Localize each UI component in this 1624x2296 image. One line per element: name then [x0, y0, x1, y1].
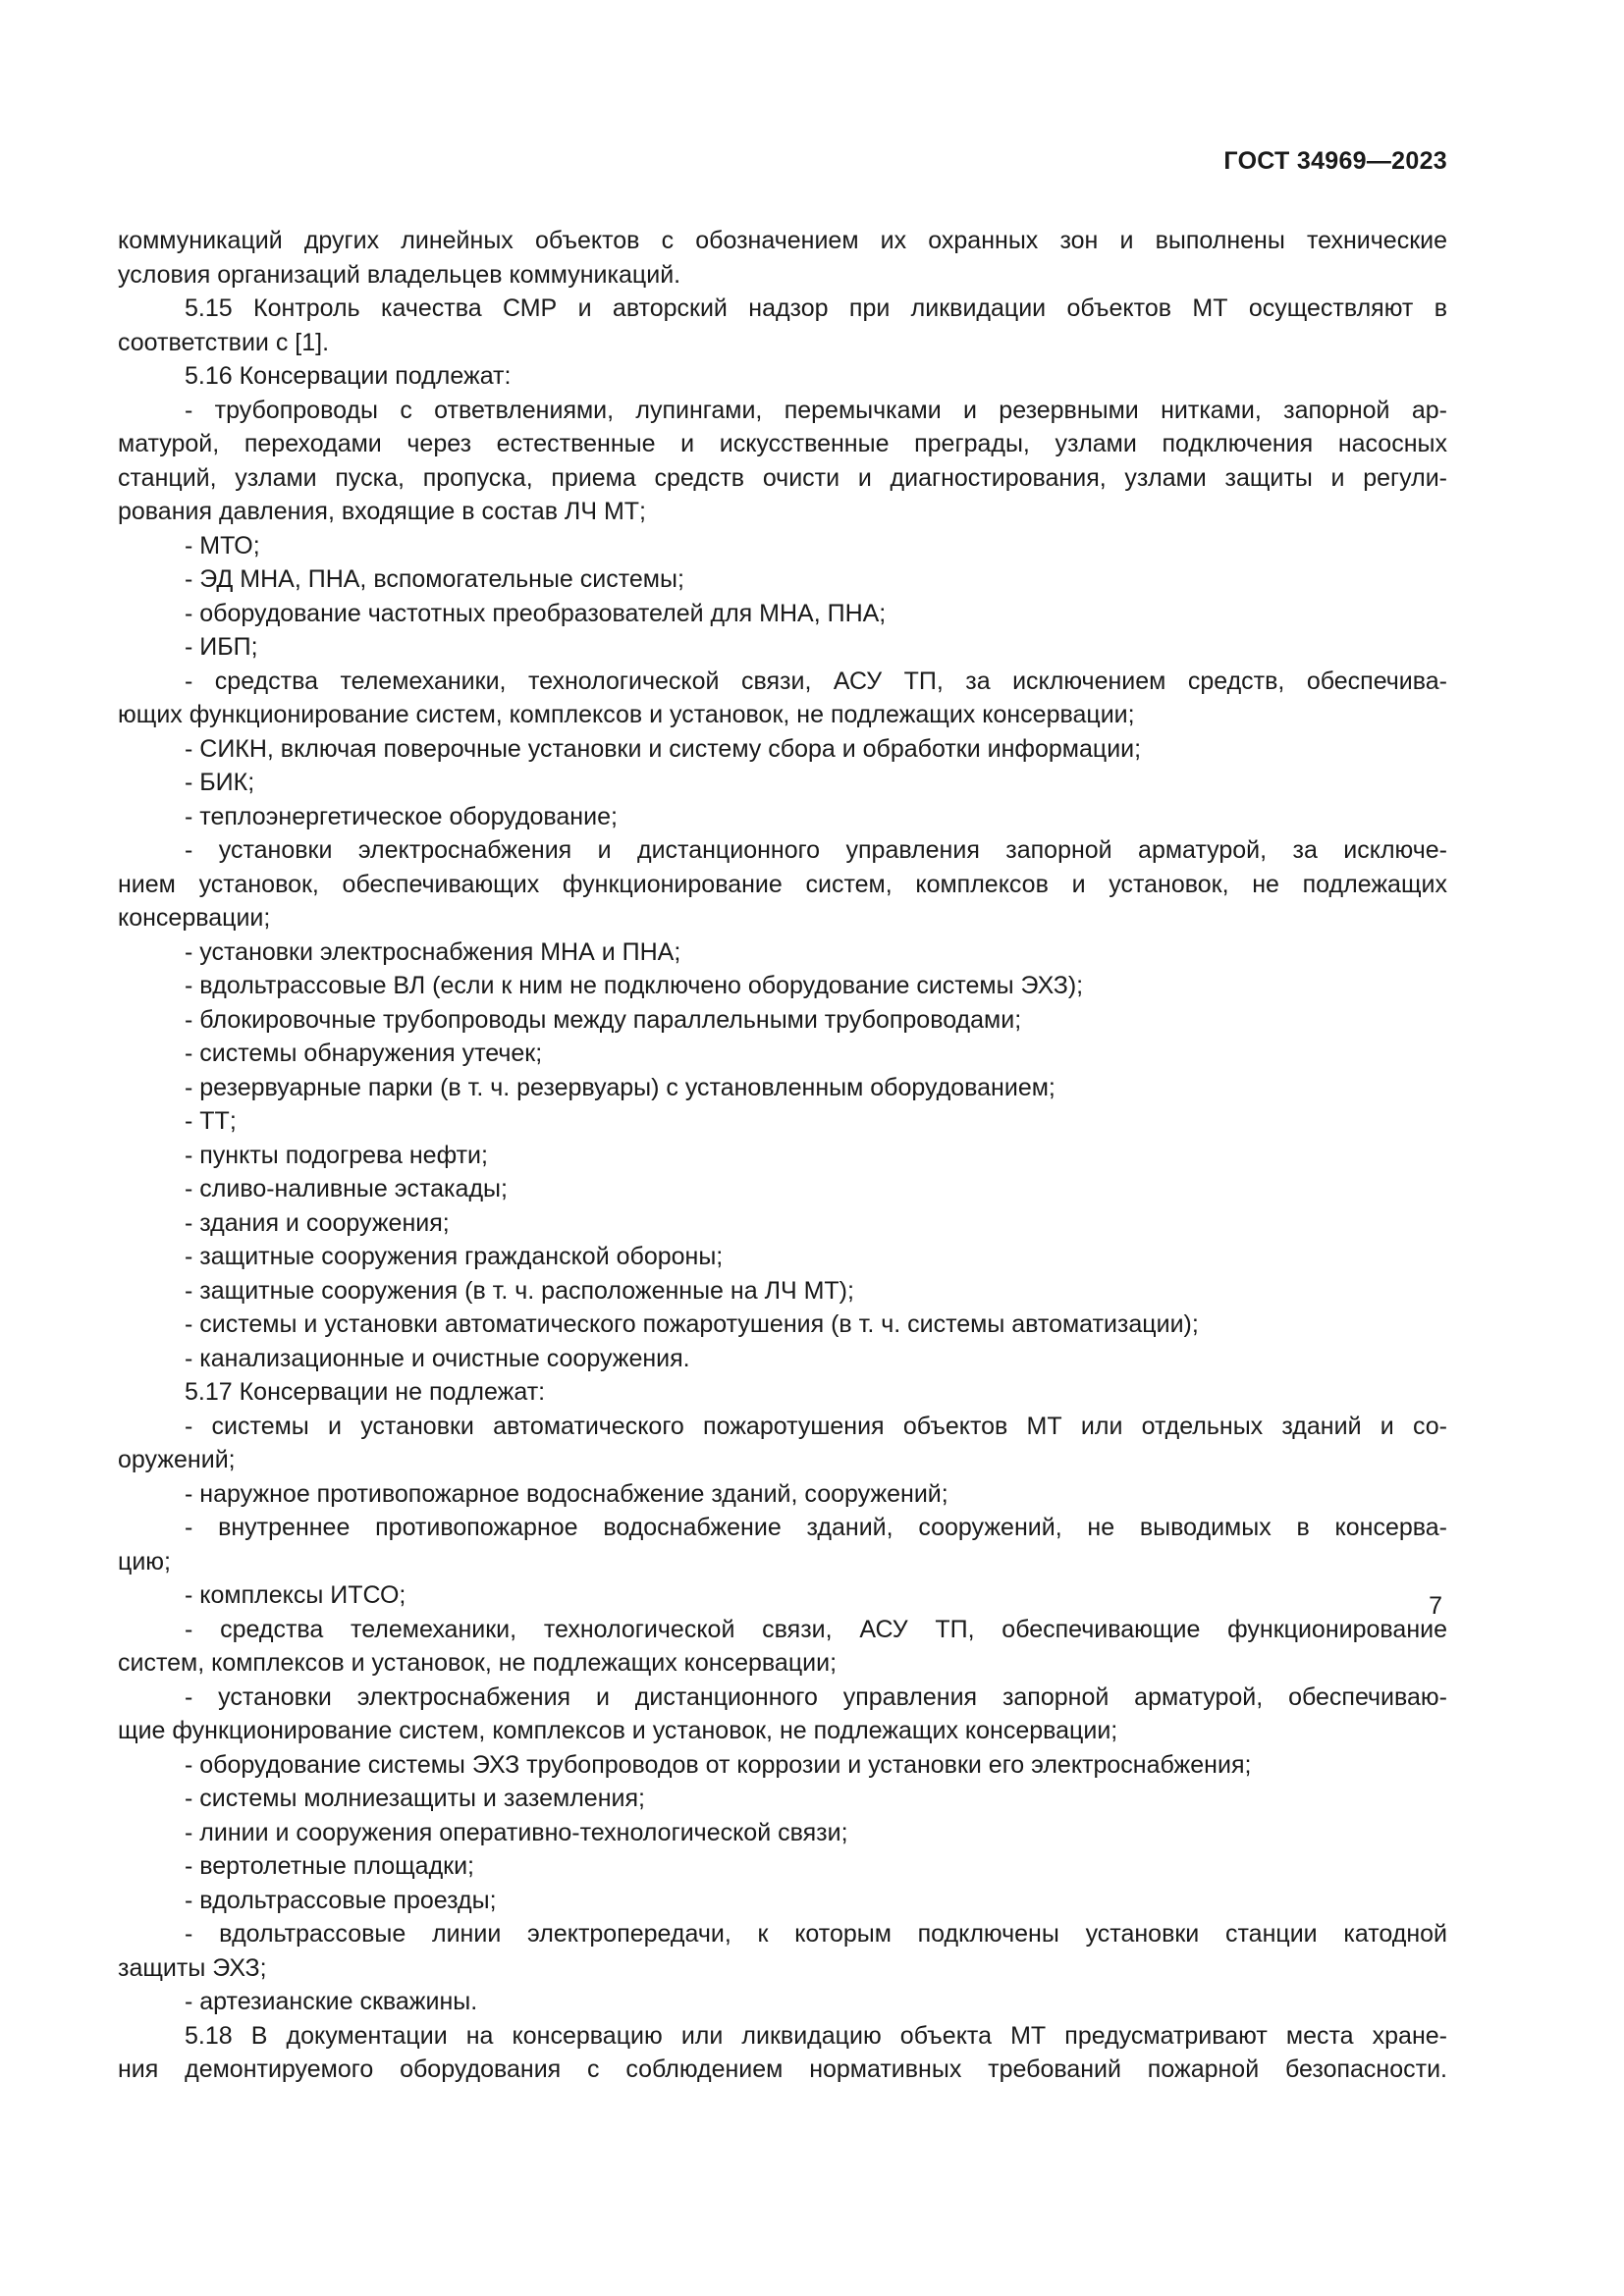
- text-line: - наружное противопожарное водоснабжение зданий, сооружений;: [185, 1479, 948, 1508]
- text-line: станций, узлами пуска, пропуска, приема средств очисти и диагностирования, узлами защиты и регули-: [118, 463, 1447, 492]
- text-line: щие функционирование систем, комплексов и установок, не подлежащих консервации;: [118, 1717, 1118, 1744]
- text-line: - средства телемеханики, технологической связи, АСУ ТП, за исключением средств, обеспечива-: [185, 667, 1447, 695]
- text-line: - здания и сооружения;: [185, 1208, 450, 1237]
- text-line: - системы обнаружения утечек;: [185, 1040, 543, 1067]
- text-line: - вдольтрассовые линии электропередачи, к которым подключены установки станции катодной: [185, 1920, 1447, 1948]
- text-line: - вдольтрассовые ВЛ (если к ним не подключено оборудование системы ЭХЗ);: [185, 972, 1084, 999]
- text-line: условия организаций владельцев коммуникаций.: [118, 260, 681, 289]
- text-line: матурой, переходами через естественные и искусственные преграды, узлами подключения насосных: [118, 430, 1447, 457]
- text-line: - защитные сооружения (в т. ч. расположенные на ЛЧ МТ);: [185, 1276, 854, 1305]
- text-line: - установки электроснабжения и дистанционного управления запорной арматурой, за исключе-: [185, 836, 1447, 864]
- text-line: - комплексы ИТСО;: [185, 1581, 406, 1609]
- text-line: - канализационные и очистные сооружения.: [185, 1344, 690, 1372]
- text-line: - резервуарные парки (в т. ч. резервуары) с установленным оборудованием;: [185, 1073, 1056, 1101]
- text-line: - ТТ;: [185, 1107, 237, 1135]
- text-line: ния демонтируемого оборудования с соблюдением нормативных требований пожарной безопасности.: [118, 2056, 1447, 2083]
- text-line: 5.18 В документации на консервацию или ликвидацию объекта МТ предусматривают места хране-: [185, 2021, 1447, 2050]
- text-line: - сливо-наливные эстакады;: [185, 1175, 508, 1202]
- text-line: - установки электроснабжения и дистанционного управления запорной арматурой, обеспечиваю-: [185, 1682, 1447, 1711]
- text-line: оружений;: [118, 1446, 236, 1473]
- page-number: 7: [1429, 1592, 1442, 1620]
- document-body: [118, 224, 1447, 2087]
- text-line: - трубопроводы с ответвлениями, лупингами, перемычками и резервными нитками, запорной ар-: [185, 396, 1447, 424]
- text-line: - системы и установки автоматического пожаротушения (в т. ч. системы автоматизации);: [185, 1310, 1199, 1338]
- text-line: - системы и установки автоматического пожаротушения объектов МТ или отдельных зданий и со-: [185, 1412, 1447, 1440]
- text-line: ющих функционирование систем, комплексов и установок, не подлежащих консервации;: [118, 701, 1135, 728]
- text-line: - оборудование системы ЭХЗ трубопроводов от коррозии и установки его электроснабжения;: [185, 1750, 1252, 1779]
- text-line: систем, комплексов и установок, не подлежащих консервации;: [118, 1649, 838, 1677]
- text-line: - блокировочные трубопроводы между параллельными трубопроводами;: [185, 1005, 1022, 1034]
- text-line: защиты ЭХЗ;: [118, 1953, 267, 1982]
- text-line: - пункты подогрева нефти;: [185, 1141, 488, 1169]
- text-line: - ИБП;: [185, 633, 258, 661]
- text-line: - защитные сооружения гражданской обороны;: [185, 1243, 724, 1270]
- text-line: - артезианские скважины.: [185, 1988, 478, 2015]
- text-line: нием установок, обеспечивающих функционирование систем, комплексов и установок, не подлежащих: [118, 870, 1447, 898]
- text-line: - СИКН, включая поверочные установки и систему сбора и обработки информации;: [185, 734, 1142, 763]
- text-line: коммуникаций других линейных объектов с обозначением их охранных зон и выполнены технические: [118, 227, 1447, 254]
- text-line: консервации;: [118, 904, 271, 932]
- text-line: 5.15 Контроль качества СМР и авторский надзор при ликвидации объектов МТ осуществляют в: [185, 294, 1447, 322]
- text-line: цию;: [118, 1547, 171, 1575]
- text-line: соответствии с [1].: [118, 328, 330, 356]
- text-line: - внутреннее противопожарное водоснабжение зданий, сооружений, не выводимых в консерва-: [185, 1514, 1447, 1541]
- text-line: - МТО;: [185, 531, 260, 560]
- text-line: - установки электроснабжения МНА и ПНА;: [185, 937, 681, 966]
- text-line: 5.16 Консервации подлежат:: [185, 362, 512, 390]
- text-line: - системы молниезащиты и заземления;: [185, 1785, 645, 1812]
- text-line: - БИК;: [185, 769, 255, 796]
- text-line: - теплоэнергетическое оборудование;: [185, 802, 618, 830]
- text-line: - оборудование частотных преобразователей для МНА, ПНА;: [185, 599, 887, 627]
- document-designation: ГОСТ 34969—2023: [1223, 147, 1447, 175]
- text-line: 5.17 Консервации не подлежат:: [185, 1378, 546, 1406]
- text-line: - ЭД МНА, ПНА, вспомогательные системы;: [185, 565, 684, 593]
- text-line: - вертолетные площадки;: [185, 1852, 475, 1880]
- text-line: - линии и сооружения оперативно-технологической связи;: [185, 1818, 848, 1846]
- text-line: - средства телемеханики, технологической связи, АСУ ТП, обеспечивающие функционирование: [185, 1615, 1447, 1643]
- text-line: - вдольтрассовые проезды;: [185, 1886, 497, 1914]
- text-line: рования давления, входящие в состав ЛЧ МТ;: [118, 498, 646, 525]
